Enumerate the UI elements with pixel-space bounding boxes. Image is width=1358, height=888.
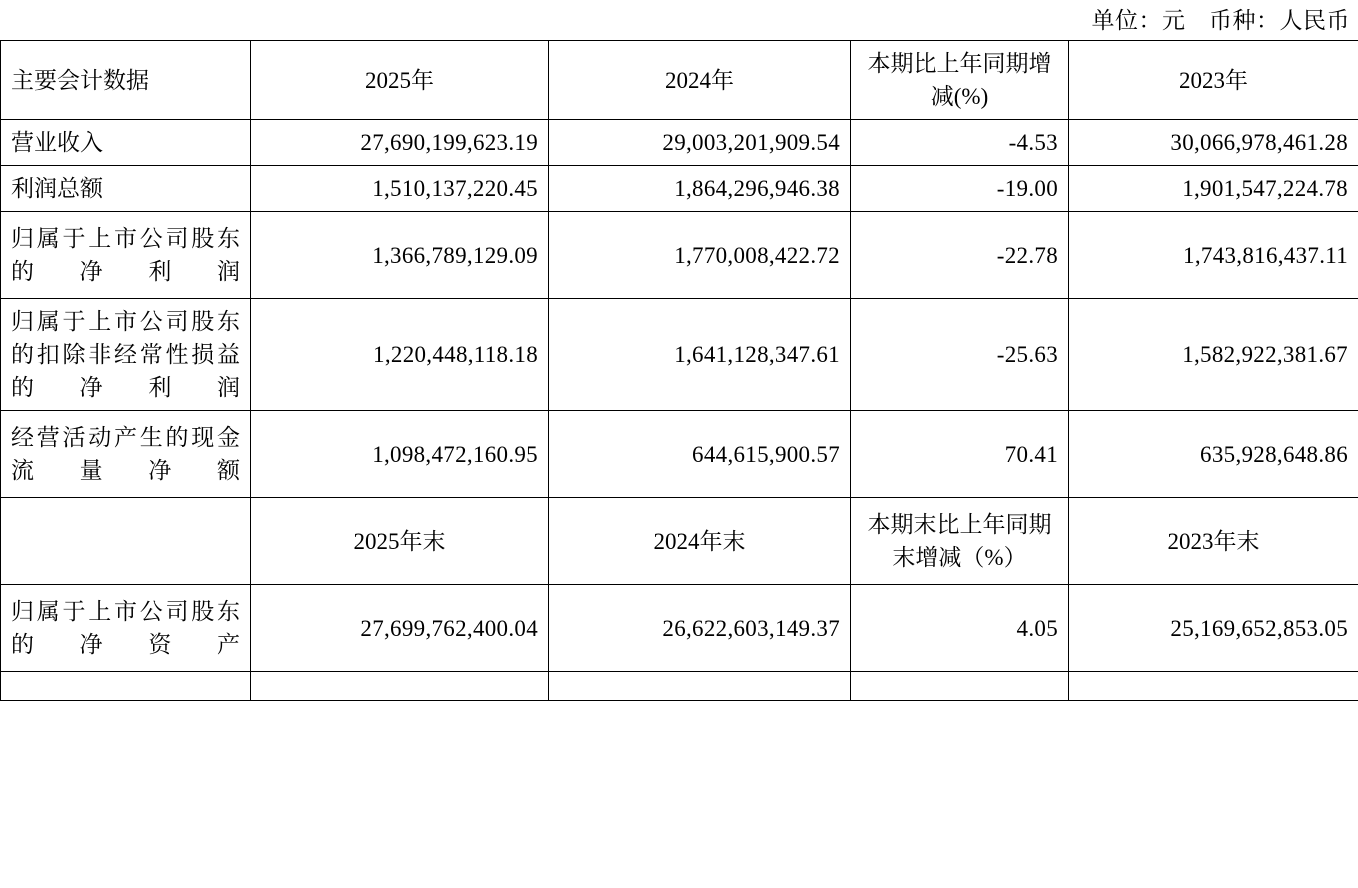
row-label: 经营活动产生的现金流量净额 [1,411,251,498]
row-value-2023: 1,743,816,437.11 [1069,212,1358,299]
row-value-2024: 1,770,008,422.72 [549,212,851,299]
row-value-change: -22.78 [851,212,1069,299]
row-value-2025: 27,690,199,623.19 [251,120,549,166]
row-value-2023: 30,066,978,461.28 [1069,120,1358,166]
header-cell-metric: 主要会计数据 [1,41,251,120]
row-value-2024: 1,864,296,946.38 [549,166,851,212]
row-value-2024: 26,622,603,149.37 [549,585,851,672]
partial-cell [1,672,251,701]
unit-currency-note: 单位：元 币种：人民币 [1091,8,1350,33]
subheader-cell-change: 本期末比上年同期末增减（%） [851,498,1069,585]
row-label: 归属于上市公司股东的扣除非经常性损益的净利润 [1,299,251,411]
row-value-2025: 1,098,472,160.95 [251,411,549,498]
row-value-2023: 635,928,648.86 [1069,411,1358,498]
partial-cell [549,672,851,701]
table-row [1,411,1358,498]
row-value-2024: 644,615,900.57 [549,411,851,498]
subheader-cell-2024-end: 2024年末 [549,498,851,585]
header-cell-2023: 2023年 [1069,41,1358,120]
table-row [1,585,1358,672]
row-value-2025: 1,366,789,129.09 [251,212,549,299]
partial-cell [1069,672,1358,701]
header-cell-change: 本期比上年同期增减(%) [851,41,1069,120]
row-value-2023: 1,582,922,381.67 [1069,299,1358,411]
row-value-2025: 1,220,448,118.18 [251,299,549,411]
table-subheader-row [1,498,1358,585]
partial-cell [851,672,1069,701]
subheader-cell-empty [1,498,251,585]
table-row [1,120,1358,166]
row-label: 营业收入 [1,120,251,166]
row-value-change: 4.05 [851,585,1069,672]
row-value-change: -19.00 [851,166,1069,212]
row-label: 归属于上市公司股东的净资产 [1,585,251,672]
row-value-change: -25.63 [851,299,1069,411]
header-cell-2025: 2025年 [251,41,549,120]
row-value-2023: 25,169,652,853.05 [1069,585,1358,672]
subheader-cell-2023-end: 2023年末 [1069,498,1358,585]
partial-cell [251,672,549,701]
row-value-2023: 1,901,547,224.78 [1069,166,1358,212]
table-row-partial [1,672,1358,701]
row-value-2024: 1,641,128,347.61 [549,299,851,411]
header-cell-2024: 2024年 [549,41,851,120]
row-value-2024: 29,003,201,909.54 [549,120,851,166]
row-label: 利润总额 [1,166,251,212]
row-value-change: -4.53 [851,120,1069,166]
row-value-2025: 1,510,137,220.45 [251,166,549,212]
table-row [1,212,1358,299]
table-row [1,299,1358,411]
table-header-row [1,41,1358,120]
financial-data-table [0,40,1358,701]
subheader-cell-2025-end: 2025年末 [251,498,549,585]
table-row [1,166,1358,212]
row-value-2025: 27,699,762,400.04 [251,585,549,672]
row-label: 归属于上市公司股东的净利润 [1,212,251,299]
row-value-change: 70.41 [851,411,1069,498]
